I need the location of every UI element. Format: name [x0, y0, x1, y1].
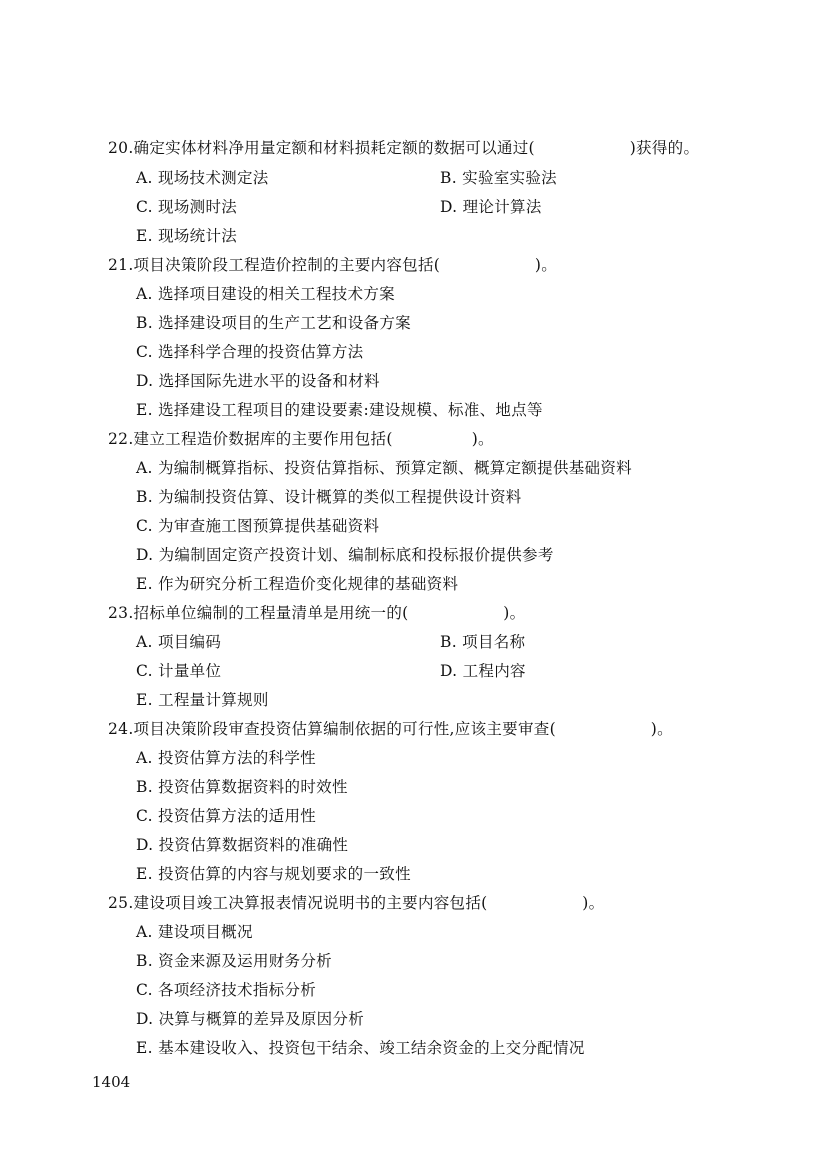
- question-23-option-d: D. 工程内容: [440, 662, 526, 680]
- question-22-option-a: A. 为编制概算指标、投资估算指标、预算定额、概算定额提供基础资料: [136, 459, 632, 477]
- question-24-option-b: B. 投资估算数据资料的时效性: [136, 778, 348, 796]
- question-25-option-e: E. 基本建设收入、投资包干结余、竣工结余资金的上交分配情况: [136, 1039, 585, 1057]
- question-24-option-e: E. 投资估算的内容与规划要求的一致性: [136, 865, 411, 883]
- question-21-option-e: E. 选择建设工程项目的建设要素:建设规模、标准、地点等: [136, 401, 543, 419]
- question-20-option-b: B. 实验室实验法: [440, 169, 557, 187]
- question-24-option-d: D. 投资估算数据资料的准确性: [136, 836, 349, 854]
- question-23-option-b: B. 项目名称: [440, 633, 526, 651]
- question-25-stem: 25.建设项目竣工决算报表情况说明书的主要内容包括( )。: [108, 894, 605, 912]
- question-21-option-b: B. 选择建设项目的生产工艺和设备方案: [136, 314, 411, 332]
- question-24-option-c: C. 投资估算方法的适用性: [136, 807, 317, 825]
- question-22-option-b: B. 为编制投资估算、设计概算的类似工程提供设计资料: [136, 488, 522, 506]
- question-25-option-d: D. 决算与概算的差异及原因分析: [136, 1010, 365, 1028]
- question-20-stem: 20.确定实体材料净用量定额和材料损耗定额的数据可以通过( )获得的。: [108, 139, 700, 157]
- question-21-option-c: C. 选择科学合理的投资估算方法: [136, 343, 364, 361]
- question-23-option-a: A. 项目编码: [136, 633, 222, 651]
- question-25-option-b: B. 资金来源及运用财务分析: [136, 952, 332, 970]
- question-23-option-c: C. 计量单位: [136, 662, 222, 680]
- question-23-option-e: E. 工程量计算规则: [136, 691, 269, 709]
- question-25-option-c: C. 各项经济技术指标分析: [136, 981, 317, 999]
- question-22-stem: 22.建立工程造价数据库的主要作用包括( )。: [108, 430, 494, 448]
- question-22-option-d: D. 为编制固定资产投资计划、编制标底和投标报价提供参考: [136, 546, 554, 564]
- question-23-stem: 23.招标单位编制的工程量清单是用统一的( )。: [108, 604, 526, 622]
- question-20-option-e: E. 现场统计法: [136, 227, 238, 245]
- question-24-stem: 24.项目决策阶段审查投资估算编制依据的可行性,应该主要审查( )。: [108, 720, 673, 738]
- question-24-option-a: A. 投资估算方法的科学性: [136, 749, 316, 767]
- question-25-option-a: A. 建设项目概况: [136, 923, 253, 941]
- question-20-option-a: A. 现场技术测定法: [136, 169, 269, 187]
- question-20-option-d: D. 理论计算法: [440, 198, 542, 216]
- question-21-option-a: A. 选择项目建设的相关工程技术方案: [136, 285, 395, 303]
- question-20-option-c: C. 现场测时法: [136, 198, 238, 216]
- question-22-option-e: E. 作为研究分析工程造价变化规律的基础资料: [136, 575, 459, 593]
- question-21-option-d: D. 选择国际先进水平的设备和材料: [136, 372, 380, 390]
- page-number: 1404: [92, 1073, 131, 1091]
- question-22-option-c: C. 为审查施工图预算提供基础资料: [136, 517, 380, 535]
- question-21-stem: 21.项目决策阶段工程造价控制的主要内容包括( )。: [108, 256, 558, 274]
